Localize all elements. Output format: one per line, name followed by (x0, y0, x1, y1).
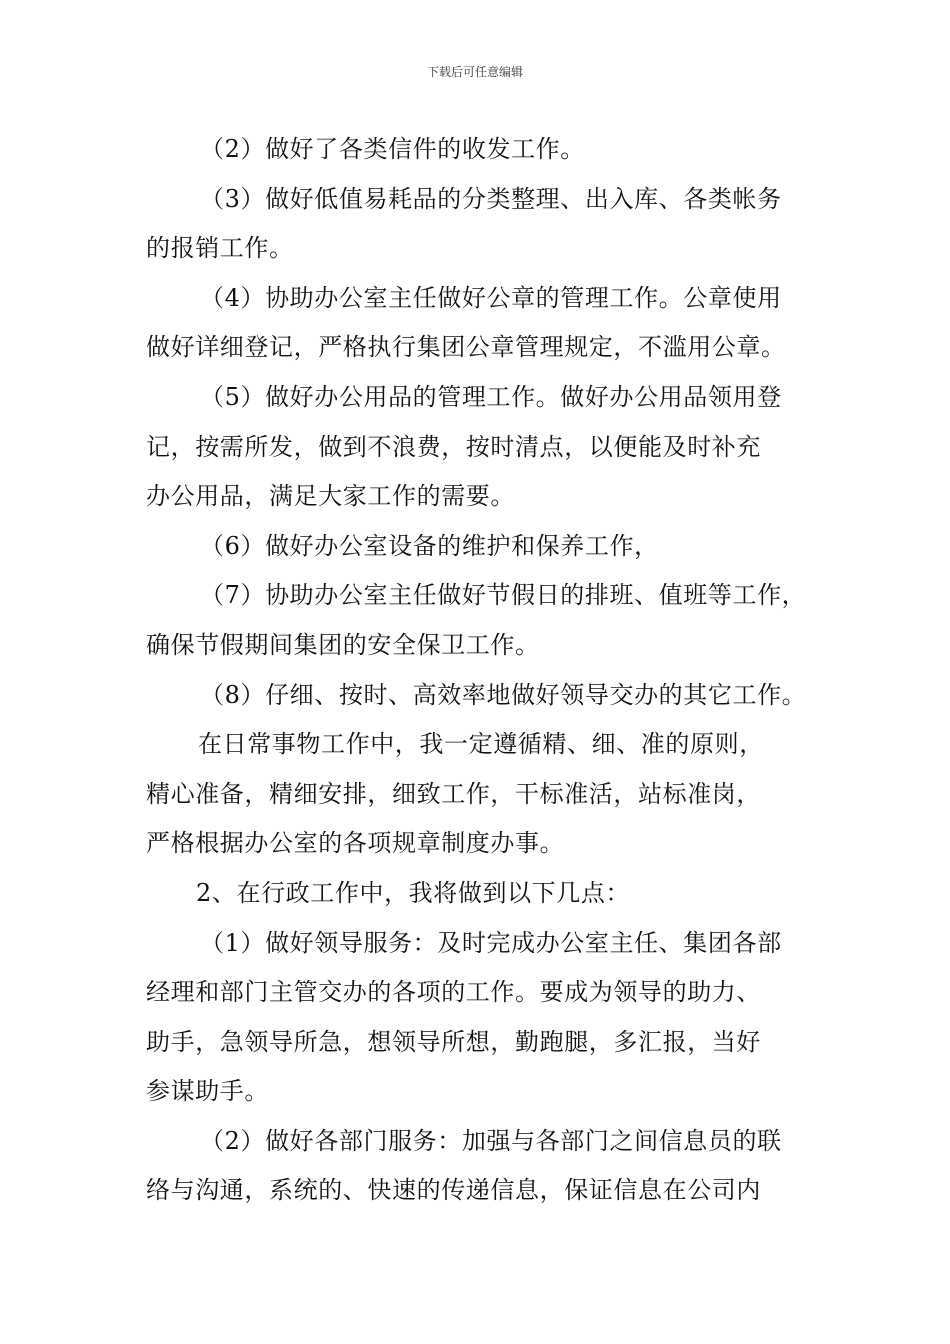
text-line: 在日常事物工作中，我一定遵循精、细、准的原则， (198, 730, 764, 759)
text-line: 的报销工作。 (146, 234, 294, 263)
text-line: 助手，急领导所急，想领导所想，勤跑腿，多汇报，当好 (146, 1027, 761, 1056)
text-line: （1）做好领导服务：及时完成办公室主任、集团各部 (200, 928, 782, 957)
text-line: 络与沟通，系统的、快速的传递信息，保证信息在公司内 (146, 1176, 761, 1205)
text-line: 确保节假期间集团的安全保卫工作。 (146, 630, 540, 659)
text-line: （4）协助办公室主任做好公章的管理工作。公章使用 (200, 283, 782, 312)
text-line: （5）做好办公用品的管理工作。做好办公用品领用登 (200, 382, 782, 411)
text-line: （3）做好低值易耗品的分类整理、出入库、各类帐务 (200, 184, 782, 213)
text-line: 记，按需所发，做到不浪费，按时清点，以便能及时补充 (146, 432, 761, 461)
document-body (146, 125, 811, 1216)
text-line: 严格根据办公室的各项规章制度办事。 (146, 829, 565, 858)
text-line: （8）仔细、按时、高效率地做好领导交办的其它工作。 (200, 680, 807, 709)
text-line: 参谋助手。 (146, 1077, 269, 1106)
text-line: （7）协助办公室主任做好节假日的排班、值班等工作， (200, 581, 807, 610)
text-line: 做好详细登记，严格执行集团公章管理规定，不滥用公章。 (146, 333, 786, 362)
text-line: （2）做好了各类信件的收发工作。 (200, 135, 585, 163)
text-line: 办公用品，满足大家工作的需要。 (146, 482, 515, 511)
text-line: 2、在行政工作中，我将做到以下几点： (196, 878, 631, 907)
text-line: （6）做好办公室设备的维护和保养工作， (200, 531, 659, 560)
text-line: 经理和部门主管交办的各项的工作。要成为领导的助力、 (146, 978, 761, 1007)
text-line: （2）做好各部门服务：加强与各部门之间信息员的联 (200, 1126, 782, 1155)
text-line: 精心准备，精细安排，细致工作，干标准活，站标准岗， (146, 779, 761, 808)
page-header-note: 下载后可任意编辑 (426, 65, 523, 79)
